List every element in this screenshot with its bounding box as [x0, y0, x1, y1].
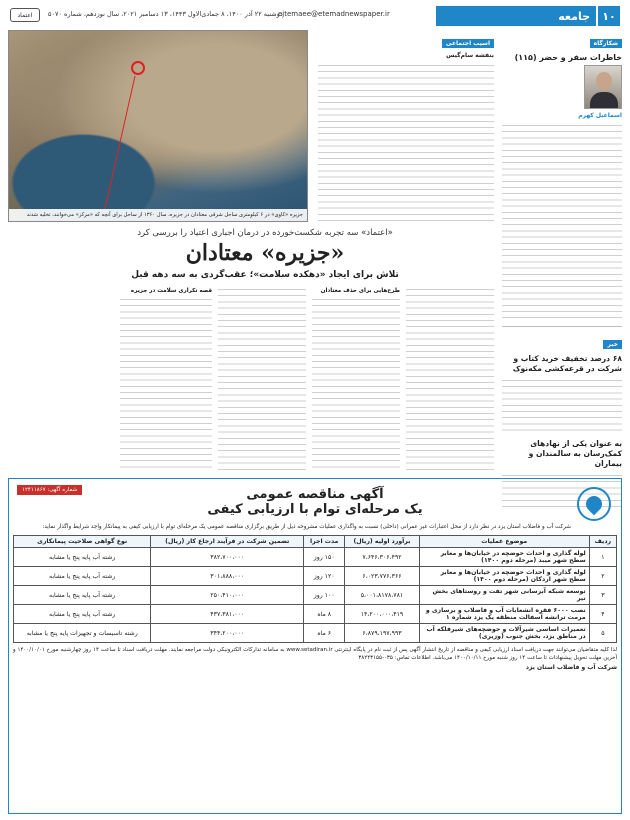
table-row	[14, 567, 617, 586]
row-subject: توسعه شبکه آبرسانی شهر تفت و روستاهای بخش نیر	[419, 586, 589, 605]
ad-footer-text: لذا کلیه متقاضیان می‌توانند جهت دریافت اسناد ارزیابی کیفی و مناقصه از تاریخ انتشار آگهی پس از ثبت نام در پایگاه اینترنتی www.setadiran.ir به سامانه تدارکات الکترونیکی دولت مراجعه نمایند. مهلت دریافت اسناد تا ساعت ۱۴ روز چهارشنبه مورخ ۱۴۰۰/۱۰/۰۱ و آخرین مهلت تحویل پیشنهادات تا ساعت ۱۴ روز شنبه مورخ ۱۴۰۰/۱۰/۱۱ می‌باشد. اطلاعات تماس: ۰۳۵-۳۸۲۴۳۱۵۵	[13, 647, 617, 661]
article-byline: بنفشه سام‌گیس	[446, 52, 494, 59]
row-duration: ۱۲۰ روز	[304, 567, 345, 586]
article-lead-text	[318, 62, 494, 222]
table-header-row	[14, 536, 617, 548]
row-guarantee: ۳۰۱،۸۸۸،۰۰۰	[151, 567, 304, 586]
row-estimate: ۷،۶۴۶،۳۰۶،۴۹۲	[345, 548, 419, 567]
col-header: ردیف	[589, 536, 616, 548]
article-col-1	[406, 286, 494, 472]
article-col-3	[218, 286, 306, 472]
col-header: مدت اجرا	[304, 536, 345, 548]
row-estimate: ۶،۸۷۹،۱۹۷،۹۹۳	[345, 624, 419, 643]
row-guarantee: ۲۵۰،۴۱۰،۰۰۰	[151, 586, 304, 605]
article-subheadline: تلاش برای ایجاد «دهکده سلامت»؛ عقب‌گردی به سه دهه قبل	[131, 270, 399, 280]
column-text	[504, 65, 580, 109]
column-title: خاطرات سفر و حضر (۱۱۵)	[514, 53, 622, 62]
divider	[502, 326, 622, 327]
row-cert: رشته آب پایه پنج یا مشابه	[14, 567, 151, 586]
section-title: جامعه	[436, 6, 596, 26]
article-surtitle: «اعتماد» سه تجربه شکست‌خورده در درمان اجباری اعتیاد را بررسی کرد	[137, 228, 393, 238]
col-header: برآورد اولیه (ریال)	[345, 536, 419, 548]
row-guarantee: ۳۸۲،۷۰۰،۰۰۰	[151, 548, 304, 567]
map-caption: جزیره «کاوی» در ۶ کیلومتری ساحل شرقی معتادان در جزیره، سال ۱۳۶۰ از ساحل برای آنچه که «مرکز» می‌خوانند، تخلیه شدند	[9, 209, 307, 221]
article-text	[406, 286, 494, 472]
tender-advertisement	[8, 478, 622, 814]
row-duration: ۶ ماه	[304, 624, 345, 643]
article-col-4	[120, 286, 212, 472]
ad-signature: شرکت آب و فاضلاب استان یزد	[525, 664, 617, 672]
author-portrait	[584, 65, 622, 109]
article-meta	[318, 30, 494, 222]
article-text	[312, 296, 400, 472]
col-header: موضوع عملیات	[419, 536, 589, 548]
row-subject: لوله گذاری و احداث حوضچه در خیابان‌ها و معابر سطح شهر اردکان (مرحله دوم ۱۴۰۰)	[419, 567, 589, 586]
water-company-logo-icon	[577, 487, 611, 521]
table-row	[14, 624, 617, 643]
row-cert: رشته آب پایه پنج یا مشابه	[14, 605, 151, 624]
col-header: نوع گواهی صلاحیت پیمانکاری	[14, 536, 151, 548]
satellite-map	[8, 30, 308, 222]
col-header: تضمین شرکت در فرآیند ارجاع کار (ریال)	[151, 536, 304, 548]
row-subject: نصب ۶۰۰۰ فقره انشعابات آب و فاضلاب و برسازی و مرمت ترانشه آسفالت منطقه یک یزد شماره ۱	[419, 605, 589, 624]
article-subhead-2: قصه‌ تکراری سلامت در جزیره	[130, 288, 212, 294]
row-estimate: ۵،۰۰۱،۸۱۷۸،۷۸۱	[345, 586, 419, 605]
news-body-1	[502, 377, 622, 435]
news-headline-1: ۶۸ درصد تخفیف خرید کتاب و شرکت در قرعه‌کشی مکه‌نوک	[512, 354, 622, 373]
row-guarantee: ۳۴۴،۲۰۰،۰۰۰	[151, 624, 304, 643]
tender-table	[13, 535, 617, 643]
section-email[interactable]: ejtemaee@etemadnewspaper.ir	[278, 10, 390, 18]
row-subject: لوله گذاری و احداث حوضچه در خیابان‌ها و معابر سطح شهر میبد (مرحله دوم ۱۴۰۰)	[419, 548, 589, 567]
map-pointer-line	[9, 31, 308, 222]
article-subhead-1: طرح‌هایی برای حذف معتادان	[320, 288, 400, 294]
author-name: اسماعیل کهرم	[578, 112, 622, 119]
ad-title: آگهی مناقصه عمومی	[246, 487, 384, 502]
column-tag: شکارگاه	[590, 39, 622, 48]
ad-intro: شرکت آب و فاضلاب استان یزد در نظر دارد از محل اعتبارات غیر عمرانی (داخلی) نسبت به واگذاری عملیات مشروحه ذیل از طریق برگزاری مناقصه عمومی یک مرحله‌ای توام با ارزیابی کیفی به پیمانکار واجد شرایط واگذار نماید:	[42, 524, 571, 530]
row-cert: رشته آب پایه پنج یا مشابه	[14, 586, 151, 605]
row-duration: ۱۰۰ روز	[304, 586, 345, 605]
article-headline: «جزیره» معتادان	[185, 240, 345, 266]
ad-subtitle: یک مرحله‌ای توام با ارزیابی کیفی	[207, 502, 423, 517]
article-text	[120, 296, 212, 472]
row-duration: ۱۵۰ روز	[304, 548, 345, 567]
author-box	[502, 65, 622, 109]
row-subject: تعمیرات اساسی شیرآلات و حوضچه‌های شیرفلکه آب در مناطق یزد، بخش جنوب (وزیری)	[419, 624, 589, 643]
row-number: ۲	[589, 567, 616, 586]
issue-date: دوشنبه ۲۲ آذر ۱۴۰۰، ۸ جمادی‌الاول ۱۴۴۳، ۱۳ دسامبر ۲۰۲۱، سال نوزدهم، شماره ۵۰۷۰	[48, 10, 283, 18]
row-number: ۳	[589, 586, 616, 605]
page-header	[8, 6, 622, 26]
row-estimate: ۱۴،۲۰۰،۰۰۰،۴۱۹	[345, 605, 419, 624]
row-guarantee: ۴۳۷،۳۸۱،۰۰۰	[151, 605, 304, 624]
column-body	[502, 122, 622, 322]
row-number: ۱	[589, 548, 616, 567]
article-tag: اسیب‌ اجتماعی	[442, 39, 494, 48]
row-duration: ۸ ماه	[304, 605, 345, 624]
newspaper-logo: اعتماد	[10, 8, 40, 22]
ad-code-badge: شماره آگهی: ۱۲۴۱۱۸۶۷	[17, 485, 82, 495]
row-number: ۵	[589, 624, 616, 643]
row-cert: رشته آب پایه پنج یا مشابه	[14, 548, 151, 567]
news-tag: خبر	[603, 340, 622, 349]
row-cert: رشته تاسیسات و تجهیزات پایه پنج یا مشابه	[14, 624, 151, 643]
table-row	[14, 548, 617, 567]
row-number: ۴	[589, 605, 616, 624]
article-text	[218, 286, 306, 472]
page-number: ۱۰	[598, 6, 620, 26]
article-col-2	[312, 286, 400, 472]
table-row	[14, 586, 617, 605]
row-estimate: ۶،۰۲۳،۷۷۶،۳۶۶	[345, 567, 419, 586]
table-row	[14, 605, 617, 624]
news-headline-2: به عنوان یکی از نهادهای کمک‌رسان به سالمندان و بیماران	[528, 439, 622, 468]
